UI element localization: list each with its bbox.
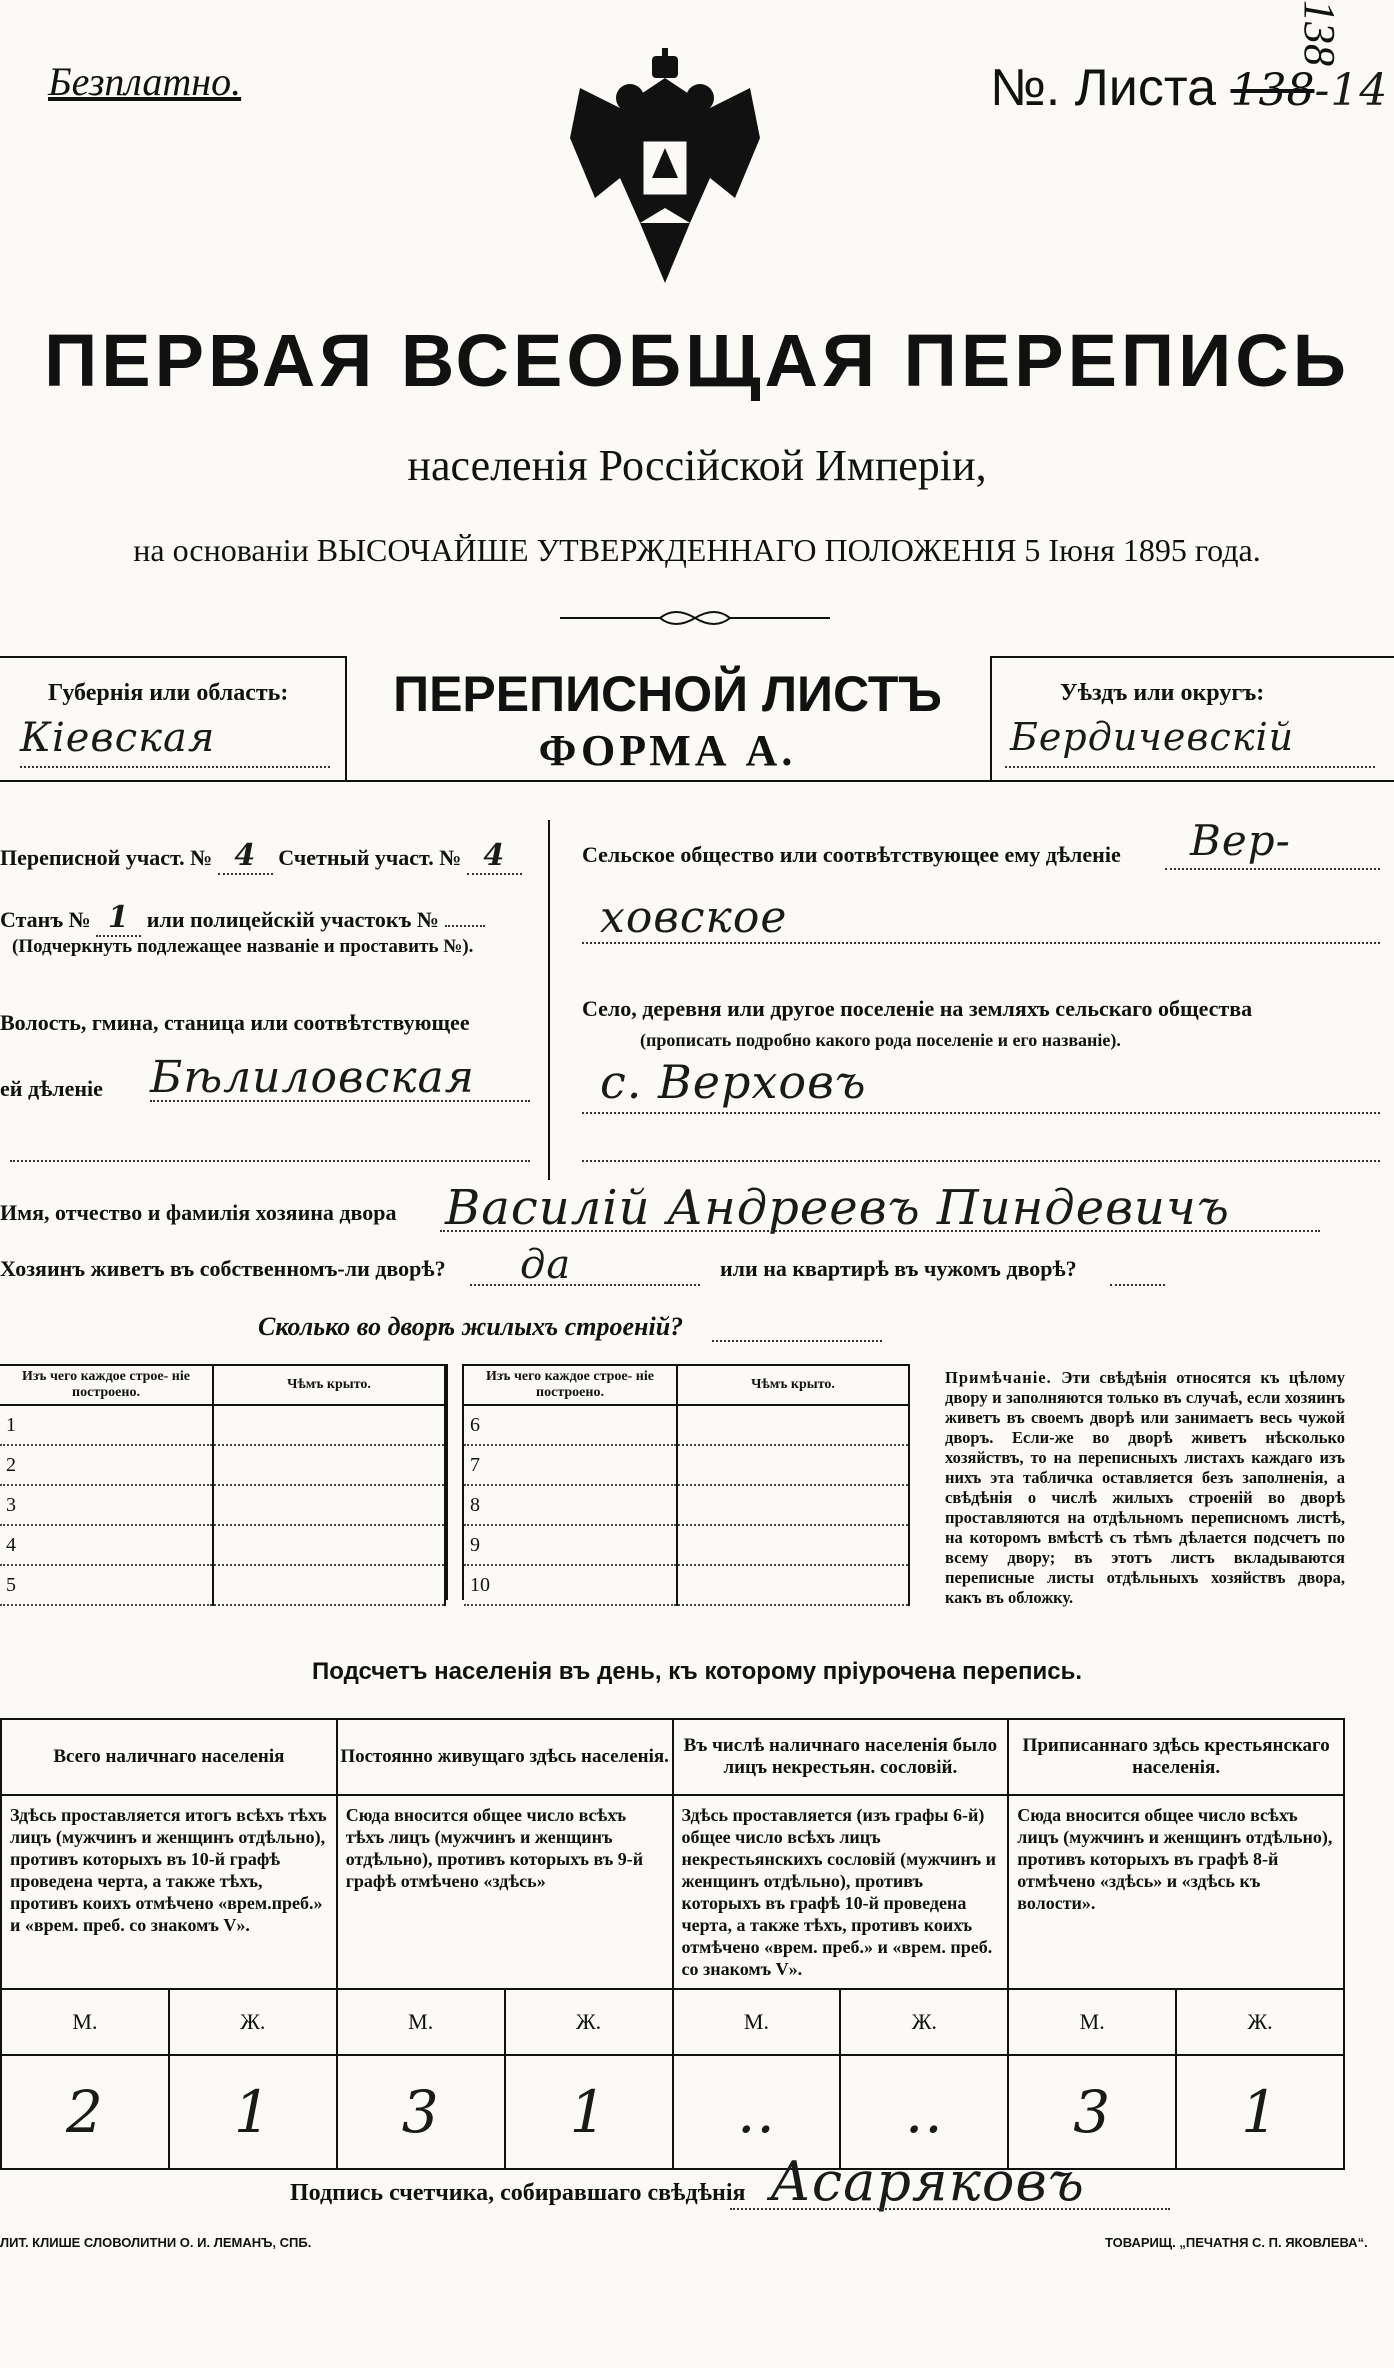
row-num: 5 <box>0 1565 213 1605</box>
count-plot-label: Счетный участ. № <box>278 845 462 870</box>
stan-value: 1 <box>96 900 141 937</box>
volost-label: Волость, гмина, станица или соотвѣтствующее <box>0 1010 470 1035</box>
note <box>945 1368 1345 1608</box>
zh-header: Ж. <box>1176 1989 1344 2055</box>
uezd-value: Бердичевскій <box>1010 715 1295 759</box>
free-label: Безплатно. <box>48 59 242 104</box>
corner-number: 138 <box>1295 0 1344 66</box>
count-plot-value: 4 <box>467 838 522 875</box>
main-title: ПЕРВАЯ ВСЕОБЩАЯ ПЕРЕПИСЬ <box>44 319 1350 402</box>
sheet-number-crossed: 138 <box>1230 65 1315 116</box>
footer-right: ТОВАРИЩ. „ПЕЧАТНЯ С. П. ЯКОВЛЕВА“. <box>1105 2235 1368 2250</box>
society-value: Вер- <box>1190 816 1291 865</box>
subtitle: населенія Россійской Имперіи, <box>407 441 987 490</box>
table-row <box>0 1445 445 1485</box>
owner-lives-label2: или на квартирѣ въ чужомъ дворѣ? <box>720 1256 1077 1281</box>
double-headed-eagle-emblem <box>560 48 770 288</box>
form-title: ПЕРЕПИСНОЙ ЛИСТЪ <box>393 666 942 722</box>
registered-men: 3 <box>1008 2055 1176 2169</box>
pop-col-title-0: Всего наличнаго населенія <box>1 1719 337 1795</box>
total-women: 1 <box>169 2055 337 2169</box>
pop-col-title-2: Въ числѣ наличнаго населенія было лицъ некрестьян. сословій. <box>673 1719 1009 1795</box>
col-made-of: Изъ чего каждое строе- ніе построено. <box>464 1365 677 1405</box>
owner-name-label: Имя, отчество и фамилія хозяина двора <box>0 1200 397 1225</box>
sheet-number-label: №. Листа <box>990 59 1217 117</box>
table-row <box>464 1445 909 1485</box>
table-row <box>464 1485 909 1525</box>
census-plot-label: Переписной участ. № <box>0 845 213 870</box>
table-row <box>0 1525 445 1565</box>
society-value2: ховское <box>600 892 788 943</box>
non-peasant-men: .. <box>673 2055 841 2169</box>
village-note: (прописать подробно какого рода поселеніе и его названіе). <box>640 1030 1121 1050</box>
signature-label: Подпись счетчика, собиравшаго свѣдѣнія <box>290 2180 746 2206</box>
row-num: 4 <box>0 1525 213 1565</box>
owner-name-value: Василій Андреевъ Пиндевичъ <box>445 1180 1230 1236</box>
permanent-women: 1 <box>505 2055 673 2169</box>
note-title: Примѣчаніе. <box>945 1368 1052 1387</box>
guberniya-label: Губернія или область: <box>48 680 289 706</box>
uezd-label: Уѣздъ или округъ: <box>1060 680 1265 706</box>
row-num: 6 <box>464 1405 677 1445</box>
note-text: Эти свѣдѣнія относятся къ цѣлому двору и заполняются только въ случаѣ, если хозяинъ живетъ въ своемъ дворѣ или занимаетъ весь чужой дворъ. Если-же во дворѣ живетъ нѣсколько хозяйствъ, то на переписныхъ листахъ каждаго изъ нихъ эта табличка оставляется безъ заполненія, а свѣдѣнія о числѣ жилыхъ строеній во дворѣ проставляются на отдѣльномъ переписномъ листѣ, на которомъ вмѣстѣ съ тѣмъ дѣлается подсчетъ по всему двору; въ этотъ листъ вкладываются переписные листы отдѣльныхъ хозяйствъ двора, какъ въ обложку. <box>945 1368 1345 1607</box>
table-row <box>464 1525 909 1565</box>
police-note: (Подчеркнуть подлежащее названіе и проставить №). <box>12 936 474 957</box>
sheet-number-value: -14 <box>1314 65 1389 116</box>
population-table <box>0 1718 1345 2170</box>
basis-line: на основаніи ВЫСОЧАЙШЕ УТВЕРЖДЕННАГО ПОЛОЖЕНІЯ 5 Іюня 1895 года. <box>133 532 1261 568</box>
zh-header: Ж. <box>169 1989 337 2055</box>
signature-value: Асаряковъ <box>770 2150 1085 2213</box>
table-row <box>0 1565 445 1605</box>
m-header: М. <box>673 1989 841 2055</box>
owner-lives-value: да <box>520 1242 572 1288</box>
row-num: 8 <box>464 1485 677 1525</box>
buildings-table-right <box>464 1364 910 1606</box>
volost-label2: ей дѣленіе <box>0 1076 103 1101</box>
form-subtitle: ФОРМА А. <box>538 726 797 775</box>
m-header: М. <box>1008 1989 1176 2055</box>
table-row <box>464 1405 909 1445</box>
row-num: 10 <box>464 1565 677 1605</box>
row-num: 1 <box>0 1405 213 1445</box>
m-header: М. <box>1 1989 169 2055</box>
zh-header: Ж. <box>505 1989 673 2055</box>
village-value: с. Верховъ <box>600 1055 867 1109</box>
pop-col-desc-3: Сюда вносится общее число всѣхъ лицъ (мужчинъ и женщинъ отдѣльно), противъ которыхъ въ графѣ 8-й отмѣчено «здѣсь» и «здѣсь къ волости». <box>1008 1795 1344 1989</box>
non-peasant-women: .. <box>840 2055 1008 2169</box>
ornament-divider <box>560 606 830 638</box>
col-roof: Чѣмъ крыто. <box>213 1365 445 1405</box>
pop-col-desc-1: Сюда вносится общее число всѣхъ тѣхъ лицъ (мужчинъ и женщинъ отдѣльно), противъ которыхъ въ 9-й графѣ отмѣчено «здѣсь» <box>337 1795 673 1989</box>
census-plot-value: 4 <box>218 838 273 875</box>
row-num: 9 <box>464 1525 677 1565</box>
pop-col-desc-2: Здѣсь проставляется (изъ графы 6-й) общее число всѣхъ лицъ некрестьянскихъ сословій (мужчинъ и женщинъ отдѣльно), противъ которыхъ въ графѣ 10-й проведена черта, а также тѣхъ, противъ коихъ отмѣчено «врем. преб.» и «врем. преб. со знакомъ V». <box>673 1795 1009 1989</box>
society-label: Сельское общество или соотвѣтствующее ему дѣленіе <box>582 842 1121 867</box>
row-num: 3 <box>0 1485 213 1525</box>
owner-lives-label: Хозяинъ живетъ въ собственномъ-ли дворѣ? <box>0 1256 446 1281</box>
zh-header: Ж. <box>840 1989 1008 2055</box>
village-label: Село, деревня или другое поселеніе на земляхъ сельскаго общества <box>582 996 1253 1021</box>
registered-women: 1 <box>1176 2055 1344 2169</box>
footer-left: ЛИТ. КЛИШЕ СЛОВОЛИТНИ О. И. ЛЕМАНЪ, СПБ. <box>0 2235 312 2250</box>
m-header: М. <box>337 1989 505 2055</box>
volost-value: Бѣлиловская <box>150 1052 475 1103</box>
guberniya-value: Кіевская <box>20 715 216 761</box>
table-row <box>464 1565 909 1605</box>
sheet-number <box>990 58 1388 118</box>
stan-label: Станъ № <box>0 907 91 932</box>
col-made-of: Изъ чего каждое строе- ніе построено. <box>0 1365 213 1405</box>
pop-col-title-1: Постоянно живущаго здѣсь населенія. <box>337 1719 673 1795</box>
police-label: или полицейскій участокъ № <box>146 907 440 932</box>
col-roof: Чѣмъ крыто. <box>677 1365 909 1405</box>
pop-col-title-3: Приписаннаго здѣсь крестьянскаго населенія. <box>1008 1719 1344 1795</box>
row-num: 2 <box>0 1445 213 1485</box>
row-num: 7 <box>464 1445 677 1485</box>
buildings-table-left <box>0 1364 446 1606</box>
pop-col-desc-0: Здѣсь проставляется итогъ всѣхъ тѣхъ лицъ (мужчинъ и женщинъ отдѣльно), противъ которыхъ въ 10-й графѣ проведена черта, а также тѣхъ, противъ коихъ отмѣчено «врем.преб.» и «врем. преб. со знакомъ V». <box>1 1795 337 1989</box>
population-heading: Подсчетъ населенія въ день, къ которому пріурочена перепись. <box>312 1658 1082 1685</box>
total-men: 2 <box>1 2055 169 2169</box>
permanent-men: 3 <box>337 2055 505 2169</box>
table-row <box>0 1485 445 1525</box>
table-row <box>0 1405 445 1445</box>
buildings-label: Сколько во дворѣ жилыхъ строеній? <box>258 1312 684 1341</box>
